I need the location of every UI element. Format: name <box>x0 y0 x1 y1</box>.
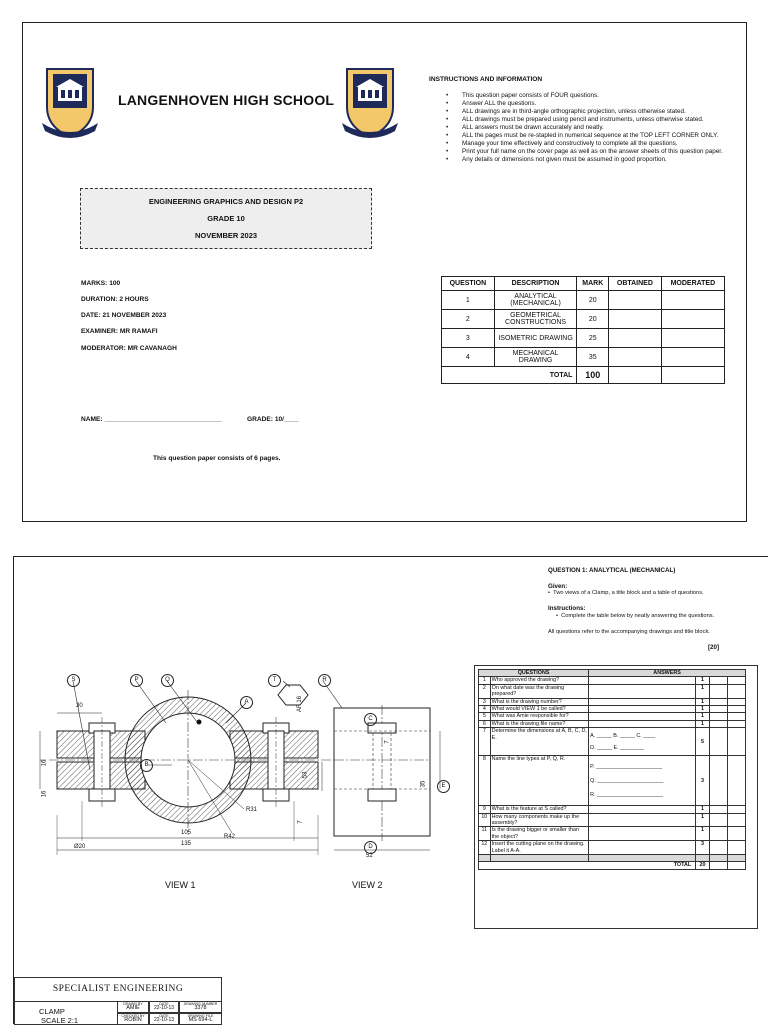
drawing-file-value: MS 694-L <box>188 1017 213 1023</box>
instruction-item: • ALL the pages must be re-stapled in numerical sequence at the TOP LEFT CORNER ONLY. <box>438 132 726 140</box>
callout-b: B <box>140 759 153 772</box>
table-row-spacer <box>479 855 746 862</box>
dim-af16: AF 16 <box>297 695 304 713</box>
question-mark: 20 <box>577 291 609 310</box>
drawing-file-label: DRAWING FILE <box>187 1014 214 1018</box>
row-number: 2 <box>479 684 491 698</box>
table-row <box>442 310 725 329</box>
answer-cell[interactable]: P. ______________________ Q. ______________________ R. ______________________ <box>589 756 696 806</box>
dim-7-bottom: 7 <box>297 820 304 824</box>
instruction-item: • Answer ALL the questions. <box>438 100 726 108</box>
callout-e: E <box>437 780 450 793</box>
score-cell[interactable] <box>709 841 727 855</box>
dim-53: 53 <box>302 771 309 779</box>
table-row <box>479 677 746 684</box>
total-label: TOTAL <box>479 862 696 869</box>
row-number: 10 <box>479 813 491 827</box>
drawing-file-cell <box>179 1013 222 1025</box>
mark-cell: 1 <box>696 698 710 705</box>
row-number: 6 <box>479 720 491 727</box>
question-mark: 35 <box>577 348 609 367</box>
instructions-item: • Complete the table below by neatly answering the questions. <box>556 613 715 619</box>
dim-dia-20: Ø20 <box>74 844 86 850</box>
callout-t: T <box>268 674 281 687</box>
score-cell[interactable] <box>709 827 727 841</box>
score-cell[interactable] <box>709 813 727 827</box>
moderated-total-cell[interactable] <box>661 367 724 384</box>
col-moderated: MODERATED <box>661 277 724 291</box>
score-cell[interactable] <box>709 713 727 720</box>
score-cell[interactable] <box>709 756 727 806</box>
date-label: DATE <box>159 1002 169 1006</box>
dim-16-bottom: 16 <box>41 790 48 798</box>
mark-cell: 1 <box>696 720 710 727</box>
exam-subject: ENGINEERING GRAPHICS AND DESIGN P2 <box>148 197 304 206</box>
callout-c: C <box>364 713 377 726</box>
question-text: Who approved the drawing? <box>490 677 589 684</box>
score-cell[interactable] <box>727 720 745 727</box>
question-description: ANALYTICAL (MECHANICAL) <box>494 291 577 310</box>
score-cell[interactable] <box>709 698 727 705</box>
callout-r: R <box>318 674 331 687</box>
col-mark: MARK <box>577 277 609 291</box>
instructions-text: Complete the table below by neatly answering the questions. <box>561 613 715 619</box>
col-description: DESCRIPTION <box>494 277 577 291</box>
question-text: Name the line types at P, Q, R. <box>490 756 589 806</box>
col-question: QUESTION <box>442 277 495 291</box>
marks-text: MARKS: 100 <box>81 280 121 287</box>
question-mark: 20 <box>577 310 609 329</box>
question-text: What is the feature at S called? <box>490 806 589 813</box>
score-cell[interactable] <box>727 827 745 841</box>
exam-grade: GRADE 10 <box>207 214 245 223</box>
question-number: 1 <box>442 291 495 310</box>
instruction-item: • This question paper consists of FOUR questions. <box>438 92 726 100</box>
table-row <box>479 806 746 813</box>
obtained-total-cell[interactable] <box>609 367 662 384</box>
score-cell[interactable] <box>727 706 745 713</box>
mark-cell: 3 <box>696 841 710 855</box>
school-crest-icon <box>341 67 399 141</box>
moderated-cell[interactable] <box>661 329 724 348</box>
instructions-title: INSTRUCTIONS AND INFORMATION <box>429 76 543 83</box>
col-answers: ANSWERS <box>589 670 746 677</box>
company-name: SPECIALIST ENGINEERING <box>52 984 184 994</box>
table-row-total <box>479 862 746 869</box>
title-block <box>14 977 222 1025</box>
answer-cell[interactable]: A. _____ B. _____ C. ____ D. _____ E. ________ <box>589 728 696 756</box>
answer-cell[interactable] <box>589 806 696 813</box>
mark-cell: 3 <box>696 756 710 806</box>
table-row <box>479 813 746 827</box>
obtained-cell[interactable] <box>609 310 662 329</box>
question-text: What was Amie responsible for? <box>490 713 589 720</box>
answer-cell[interactable] <box>589 713 696 720</box>
given-item: • Two views of a Clamp, a title block and a table of questions. <box>548 590 704 596</box>
table-row <box>442 348 725 367</box>
question-page <box>13 556 768 1024</box>
question-text: How many components make up the assembly? <box>490 813 589 827</box>
date-cell <box>149 1001 179 1013</box>
callout-q: Q <box>161 674 174 687</box>
view1-label: VIEW 1 <box>165 880 196 890</box>
row-number: 5 <box>479 713 491 720</box>
table-row <box>479 698 746 705</box>
mark-cell: 1 <box>696 813 710 827</box>
exam-date: NOVEMBER 2023 <box>194 231 258 240</box>
drawing-scale: SCALE 2:1 <box>41 1016 79 1025</box>
callout-a: A <box>240 696 253 709</box>
total-mark: 20 <box>696 862 710 869</box>
table-row <box>479 841 746 855</box>
callout-p: P <box>130 674 143 687</box>
table-row <box>479 756 746 806</box>
drawn-by-cell <box>117 1001 149 1013</box>
table-row-total <box>442 367 725 384</box>
dim-35: 35 <box>420 780 427 788</box>
row-number: 1 <box>479 677 491 684</box>
dim-52: 52 <box>366 853 373 859</box>
answer-cell[interactable] <box>589 677 696 684</box>
drawing-number-cell <box>179 1001 222 1013</box>
obtained-cell[interactable] <box>609 348 662 367</box>
row-number: 3 <box>479 698 491 705</box>
instruction-item: • Manage your time effectively and constructively to complete all the questions. <box>438 140 726 148</box>
table-row <box>479 827 746 841</box>
obtained-cell[interactable] <box>609 291 662 310</box>
school-name: LANGENHOVEN HIGH SCHOOL <box>118 92 335 108</box>
question-title: QUESTION 1: ANALYTICAL (MECHANICAL) <box>548 567 676 574</box>
dim-135: 135 <box>181 841 192 847</box>
row-number: 11 <box>479 827 491 841</box>
moderated-cell[interactable] <box>661 291 724 310</box>
exam-title-box <box>80 188 372 249</box>
view2-drawing <box>322 705 440 850</box>
view2-label: VIEW 2 <box>352 880 383 890</box>
question-description: ISOMETRIC DRAWING <box>494 329 577 348</box>
question-mark: 25 <box>577 329 609 348</box>
part-name: CLAMP <box>39 1007 65 1016</box>
row-number: 12 <box>479 841 491 855</box>
drawn-by-value: AMIE <box>126 1005 140 1011</box>
duration-text: DURATION: 2 HOURS <box>81 296 149 303</box>
cover-page <box>22 22 747 522</box>
instruction-item: • Any details or dimensions not given must be assumed in good proportion. <box>438 156 726 164</box>
question-number: 4 <box>442 348 495 367</box>
mark-cell: 1 <box>696 713 710 720</box>
row-number: 4 <box>479 706 491 713</box>
mark-cell: 5 <box>696 728 710 756</box>
date-text: DATE: 21 NOVEMBER 2023 <box>81 312 167 319</box>
mark-cell: 1 <box>696 677 710 684</box>
question-text: Is the drawing bigger or smaller than the object? <box>490 827 589 841</box>
date-cell-2 <box>149 1013 179 1025</box>
answer-cell[interactable] <box>589 720 696 727</box>
drawing-number-value: 3378 <box>194 1005 207 1011</box>
score-cell[interactable] <box>727 806 745 813</box>
instruction-item: • ALL answers must be drawn accurately and neatly. <box>438 124 726 132</box>
question-description: GEOMETRICAL CONSTRUCTIONS <box>494 310 577 329</box>
drawing-number-label: DRAWING NUMBER <box>183 1002 218 1006</box>
callout-s: S <box>67 674 80 687</box>
table-row <box>479 728 746 756</box>
given-text: Two views of a Clamp, a title block and a table of questions. <box>553 590 704 596</box>
score-cell[interactable] <box>727 684 745 698</box>
answer-cell[interactable] <box>589 698 696 705</box>
mark-cell: 1 <box>696 806 710 813</box>
drawn-by-label: DRAWN BY <box>123 1002 143 1006</box>
mark-cell: 1 <box>696 706 710 713</box>
date-value-2: 22-10-13 <box>153 1017 174 1023</box>
col-questions: QUESTIONS <box>479 670 589 677</box>
date-value: 22-10-13 <box>153 1005 174 1011</box>
name-field[interactable]: NAME: ________________________________ <box>81 416 222 423</box>
dim-105: 105 <box>181 830 192 836</box>
score-cell[interactable] <box>709 728 727 756</box>
score-cell[interactable] <box>727 862 745 869</box>
total-mark: 100 <box>577 367 609 384</box>
instructions-label: Instructions: <box>548 605 586 612</box>
instruction-item: • Print your full name on the cover page as well as on the answer sheets of this question paper. <box>438 148 726 156</box>
score-cell[interactable] <box>727 713 745 720</box>
instruction-item: • ALL drawings must be prepared using pencil and instruments, unless otherwise stated. <box>438 116 726 124</box>
table-row <box>479 706 746 713</box>
dim-7-top: 7 <box>384 740 391 744</box>
score-cell[interactable] <box>727 698 745 705</box>
score-cell[interactable] <box>709 862 727 869</box>
questions-table <box>478 669 746 870</box>
question-text: What is the drawing number? <box>490 698 589 705</box>
marks-table <box>441 276 725 384</box>
question-text: What would VIEW 1 be called? <box>490 706 589 713</box>
answer-cell[interactable] <box>589 684 696 698</box>
table-row <box>442 329 725 348</box>
answer-cell[interactable] <box>589 813 696 827</box>
question-text: What is the drawing file name? <box>490 720 589 727</box>
question-text: Determine the dimensions at A, B, C, D, E. <box>490 728 589 756</box>
total-label: TOTAL <box>442 367 577 384</box>
moderated-cell[interactable] <box>661 310 724 329</box>
row-number: 9 <box>479 806 491 813</box>
table-row <box>442 291 725 310</box>
mark-cell: 1 <box>696 827 710 841</box>
view1-drawing <box>40 681 354 855</box>
question-text: Insert the cutting plane on the drawing. Label it A-A. <box>490 841 589 855</box>
question-text: On what date was the drawing prepared? <box>490 684 589 698</box>
answer-cell[interactable] <box>589 706 696 713</box>
score-cell[interactable] <box>709 677 727 684</box>
table-row <box>479 713 746 720</box>
callout-d: D <box>364 841 377 854</box>
checked-by-cell <box>117 1013 149 1025</box>
score-cell[interactable] <box>709 720 727 727</box>
score-cell[interactable] <box>727 728 745 756</box>
grade-field[interactable]: GRADE: 10/____ <box>247 416 299 423</box>
score-cell[interactable] <box>727 756 745 806</box>
score-cell[interactable] <box>709 806 727 813</box>
given-label: Given: <box>548 583 568 590</box>
moderator-text: MODERATOR: MR CAVANAGH <box>81 345 177 352</box>
checked-by-label: CHECKED BY <box>121 1014 145 1018</box>
question-number: 3 <box>442 329 495 348</box>
score-cell[interactable] <box>727 813 745 827</box>
question-number: 2 <box>442 310 495 329</box>
row-number: 8 <box>479 756 491 806</box>
pages-note: This question paper consists of 6 pages. <box>153 455 281 462</box>
school-crest-icon <box>41 67 99 141</box>
mark-cell: 1 <box>696 684 710 698</box>
dim-r42: R42 <box>224 834 236 840</box>
answer-cell[interactable] <box>589 827 696 841</box>
score-cell[interactable] <box>727 841 745 855</box>
dim-30: 30 <box>76 703 83 709</box>
table-row <box>479 684 746 698</box>
instructions-list <box>438 92 726 164</box>
score-cell[interactable] <box>727 677 745 684</box>
score-cell[interactable] <box>709 706 727 713</box>
dim-16-top: 16 <box>41 759 48 767</box>
checked-by-value: ROBIN <box>124 1017 142 1023</box>
dim-r31: R31 <box>246 807 258 813</box>
date-label-2: DATE <box>159 1014 169 1018</box>
question-description: MECHANICAL DRAWING <box>494 348 577 367</box>
marks-total: [20] <box>708 644 720 651</box>
all-questions-note: All questions refer to the accompanying drawings and title block. <box>548 629 710 635</box>
instruction-item: • ALL drawings are in third-angle orthographic projection, unless otherwise stated. <box>438 108 726 116</box>
score-cell[interactable] <box>709 684 727 698</box>
answer-cell[interactable] <box>589 841 696 855</box>
examiner-text: EXAMINER: MR RAMAFI <box>81 328 158 335</box>
table-row <box>479 720 746 727</box>
obtained-cell[interactable] <box>609 329 662 348</box>
col-obtained: OBTAINED <box>609 277 662 291</box>
moderated-cell[interactable] <box>661 348 724 367</box>
row-number: 7 <box>479 728 491 756</box>
